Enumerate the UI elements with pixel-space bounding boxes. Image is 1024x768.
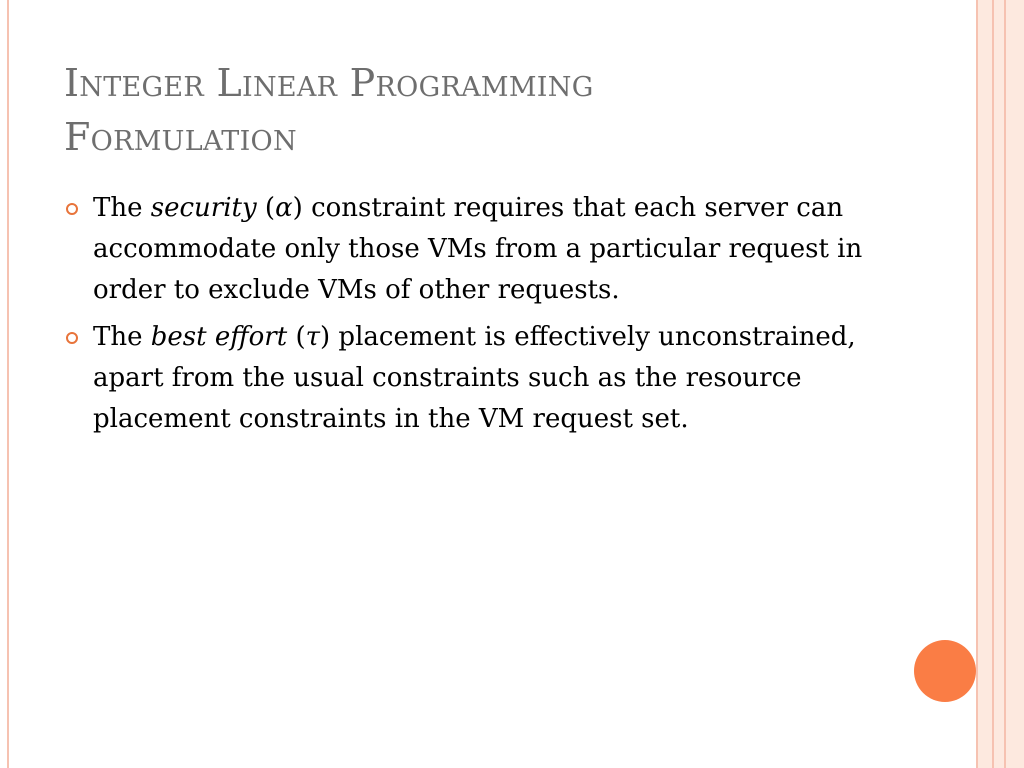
bullet-ring-icon bbox=[66, 332, 78, 344]
bullet-text: constraint requires that each server can accommodate only those VMs from a particular request in order to exclude VMs of other requests. bbox=[93, 193, 863, 305]
frame-stripe bbox=[994, 0, 1004, 768]
slide-frame-stripes bbox=[976, 0, 1024, 768]
slide-frame-left bbox=[0, 0, 9, 768]
bullet-paren-close: ) bbox=[292, 193, 303, 223]
bullet-term: security bbox=[150, 193, 257, 223]
slide-title-line-2: Formulation bbox=[64, 115, 297, 159]
bullet-prefix: The bbox=[93, 322, 151, 352]
frame-stripe bbox=[1006, 0, 1024, 768]
bullet-symbol: τ bbox=[305, 322, 320, 352]
bullet-prefix: The bbox=[93, 193, 151, 223]
bullet-symbol: α bbox=[275, 193, 293, 223]
decorative-circle bbox=[914, 640, 976, 702]
frame-stripe bbox=[978, 0, 992, 768]
bullet-text: placement is effectively unconstrained, apart from the usual constraints such as the resource placement constraints in the VM request set. bbox=[93, 322, 856, 434]
bullet-list bbox=[64, 188, 894, 446]
bullet-paren-close: ) bbox=[320, 322, 331, 352]
bullet-paren-open: ( bbox=[287, 322, 306, 352]
slide-title bbox=[64, 56, 924, 164]
bullet-item-security bbox=[64, 188, 894, 311]
bullet-paren-open: ( bbox=[256, 193, 276, 223]
bullet-item-best-effort bbox=[64, 317, 894, 440]
slide-title-line-1: Integer Linear Programming bbox=[64, 61, 594, 105]
bullet-term: best effort bbox=[150, 322, 288, 352]
bullet-ring-icon bbox=[66, 203, 78, 215]
